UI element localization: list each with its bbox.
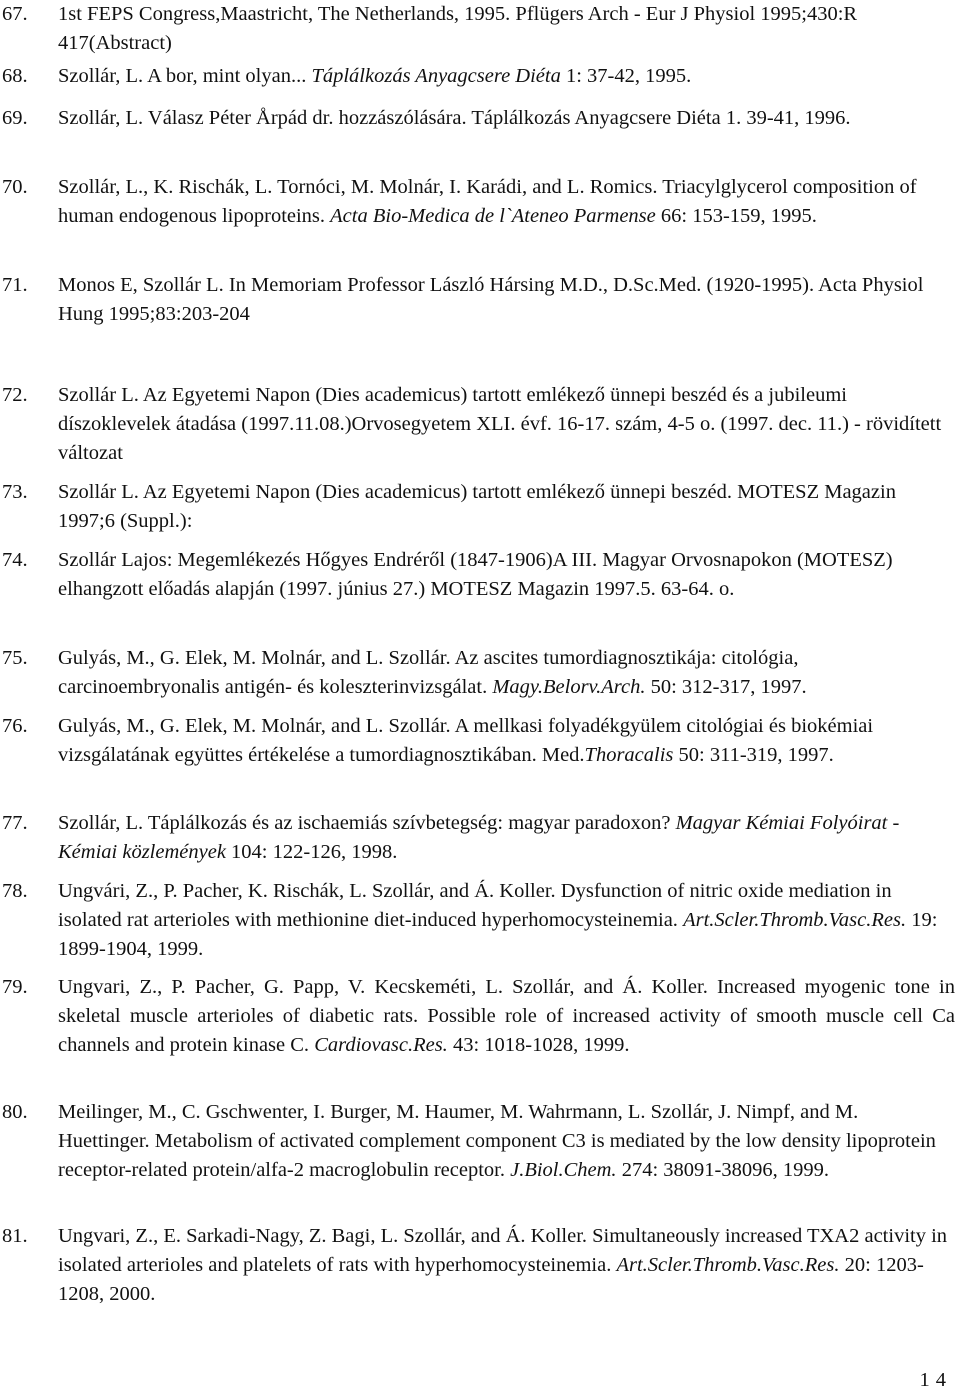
reference-text: Szollár, L. A bor, mint olyan... Táplálkozás Anyagcsere Diéta 1: 37-42, 1995. xyxy=(58,65,692,87)
reference-entry xyxy=(0,271,955,329)
reference-number: 70. xyxy=(2,176,28,198)
reference-number: 71. xyxy=(2,274,28,296)
reference-number: 68. xyxy=(2,65,28,87)
reference-text: Szollár L. Az Egyetemi Napon (Dies academicus) tartott emlékező ünnepi beszéd. MOTESZ Magazin 1997;6 (Suppl.): xyxy=(58,481,896,532)
reference-entry xyxy=(0,0,955,58)
reference-text: Monos E, Szollár L. In Memoriam Professor László Hársing M.D., D.Sc.Med. (1920-1995). Acta Physiol Hung 1995;83:203-204 xyxy=(58,274,924,325)
reference-number: 80. xyxy=(2,1101,28,1123)
journal-title: Cardiovasc.Res. xyxy=(314,1034,448,1056)
reference-number: 76. xyxy=(2,715,28,737)
reference-entry xyxy=(0,1222,955,1309)
journal-title: Art.Scler.Thromb.Vasc.Res. xyxy=(683,909,907,931)
journal-title: Thoracalis xyxy=(584,744,674,766)
reference-text: 1st FEPS Congress,Maastricht, The Netherlands, 1995. Pflügers Arch - Eur J Physiol 1995;430:R 417(Abstract) xyxy=(58,3,858,54)
reference-entry xyxy=(0,546,955,604)
reference-text: Ungvári, Z., P. Pacher, K. Rischák, L. Szollár, and Á. Koller. Dysfunction of nitric oxide mediation in isolated rat arterioles with methionine diet-induced hyperhomocysteinemia. Art.Scler.Thromb.Vasc.Res. 19: 1899-1904, 1999. xyxy=(58,880,938,960)
reference-number: 79. xyxy=(2,976,28,998)
reference-entry xyxy=(0,62,955,91)
reference-entry xyxy=(0,809,955,867)
journal-title: Art.Scler.Thromb.Vasc.Res. xyxy=(616,1254,840,1276)
page-number: 14 xyxy=(919,1369,952,1391)
reference-entry xyxy=(0,104,955,133)
reference-text: Szollár, L., K. Rischák, L. Tornóci, M. Molnár, I. Karádi, and L. Romics. Triacylglycerol composition of human endogenous lipoproteins. Acta Bio-Medica de l`Ateneo Parmense 66: 153-159, 1995. xyxy=(58,176,917,227)
reference-entry xyxy=(0,1098,955,1185)
journal-title: Magy.Belorv.Arch. xyxy=(492,676,646,698)
reference-text: Ungvari, Z., E. Sarkadi-Nagy, Z. Bagi, L. Szollár, and Á. Koller. Simultaneously increased TXA2 activity in isolated arterioles and platelets of rats with hyperhomocysteinemia. Art.Scler.Thromb.Vasc.Res. 20: 1203-1208, 2000. xyxy=(58,1225,948,1305)
reference-entry xyxy=(0,173,955,231)
reference-text: Szollár, L. Táplálkozás és az ischaemiás szívbetegség: magyar paradoxon? Magyar Kémiai Folyóirat - Kémiai közlemények 104: 122-126, 1998. xyxy=(58,812,900,863)
reference-text: Meilinger, M., C. Gschwenter, I. Burger, M. Haumer, M. Wahrmann, L. Szollár, J. Nimpf, and M. Huettinger. Metabolism of activated complement component C3 is mediated by the low density lipoprotein receptor-related protein/alfa-2 macroglobulin receptor. J.Biol.Chem. 274: 38091-38096, 1999. xyxy=(58,1101,936,1181)
reference-number: 67. xyxy=(2,3,28,25)
reference-number: 78. xyxy=(2,880,28,902)
reference-entry xyxy=(0,644,955,702)
reference-text: Gulyás, M., G. Elek, M. Molnár, and L. Szollár. A mellkasi folyadékgyülem citológiai és biokémiai vizsgálatának együttes értékelése a tumordiagnosztikában. Med.Thoracalis 50: 311-319, 1997. xyxy=(58,715,874,766)
reference-entry xyxy=(0,712,955,770)
reference-entry xyxy=(0,381,955,468)
reference-number: 81. xyxy=(2,1225,28,1247)
reference-text: Gulyás, M., G. Elek, M. Molnár, and L. Szollár. Az ascites tumordiagnosztikája: citológia, carcinoembryonalis antigén- és koleszterinvizsgálat. Magy.Belorv.Arch. 50: 312-317, 1997. xyxy=(58,647,807,698)
reference-text: Szollár Lajos: Megemlékezés Hőgyes Endréről (1847-1906)A III. Magyar Orvosnapokon (MOTESZ) elhangzott előadás alapján (1997. június 27.) MOTESZ Magazin 1997.5. 63-64. o. xyxy=(58,549,893,600)
journal-title: Acta Bio-Medica de l`Ateneo Parmense xyxy=(330,205,656,227)
journal-title: J.Biol.Chem. xyxy=(510,1159,617,1181)
reference-number: 74. xyxy=(2,549,28,571)
reference-text: Szollár, L. Válasz Péter Årpád dr. hozzászólására. Táplálkozás Anyagcsere Diéta 1. 39-41, 1996. xyxy=(58,107,851,129)
journal-title: Magyar Kémiai Folyóirat - Kémiai közlemények xyxy=(58,812,900,863)
reference-text: Ungvari, Z., P. Pacher, G. Papp, V. Kecskeméti, L. Szollár, and Á. Koller. Increased myogenic tone in skeletal muscle arterioles of diabetic rats. Possible role of increased activity of smooth muscle cell Ca channels and protein kinase C. Cardiovasc.Res. 43: 1018-1028, 1999. xyxy=(58,976,955,1056)
reference-number: 73. xyxy=(2,481,28,503)
reference-entry xyxy=(0,478,955,536)
reference-number: 77. xyxy=(2,812,28,834)
reference-number: 75. xyxy=(2,647,28,669)
reference-entry xyxy=(0,973,955,1060)
reference-number: 69. xyxy=(2,107,28,129)
journal-title: Táplálkozás Anyagcsere Diéta xyxy=(311,65,561,87)
reference-text: Szollár L. Az Egyetemi Napon (Dies academicus) tartott emlékező ünnepi beszéd és a jubileumi díszoklevelek átadása (1997.11.08.)Orvosegyetem XLI. évf. 16-17. szám, 4-5 o. (1997. dec. 11.) - rövidített változat xyxy=(58,384,942,464)
reference-number: 72. xyxy=(2,384,28,406)
reference-entry xyxy=(0,877,955,964)
